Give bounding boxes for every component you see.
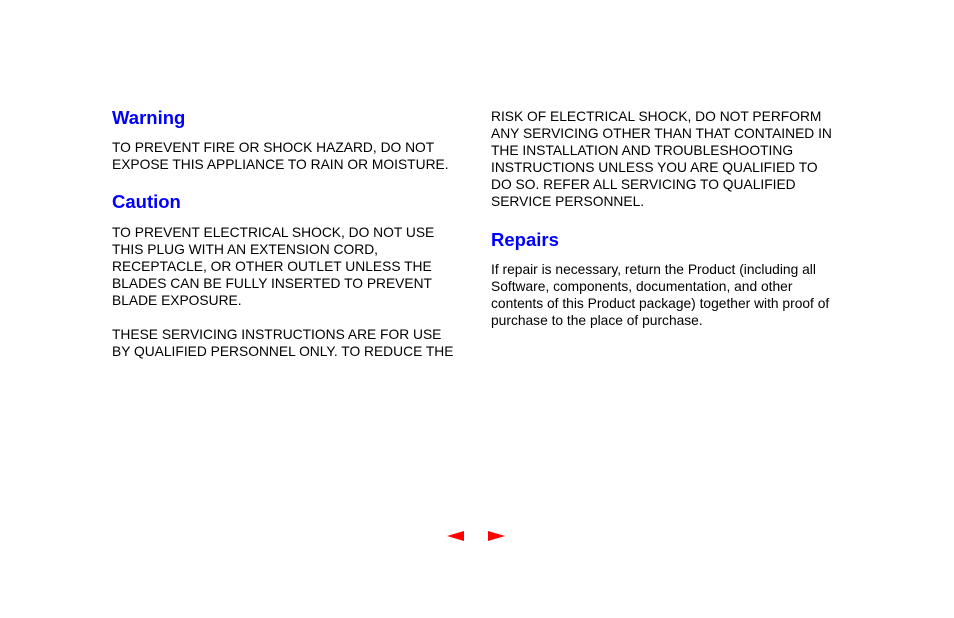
warning-text: TO PREVENT FIRE OR SHOCK HAZARD, DO NOT EXPOSE THIS APPLIANCE TO RAIN OR MOISTURE.: [112, 140, 449, 172]
repairs-text: If repair is necessary, return the Product (including all Software, components, documentation, and other contents of this Product package) together with proof of purchase to the place of purchase.: [491, 262, 830, 328]
servicing-instructions-text-continued: RISK OF ELECTRICAL SHOCK, DO NOT PERFORM ANY SERVICING OTHER THAN THAT CONTAINED IN THE INSTALLATION AND TROUBLESHOOTING INSTRUCTIONS UNLESS YOU ARE QUALIFIED TO DO SO. REFER ALL SERVICING TO QUALIFIED SERVICE PERSONNEL.: [491, 109, 832, 209]
servicing-instructions-text: THESE SERVICING INSTRUCTIONS ARE FOR USE BY QUALIFIED PERSONNEL ONLY. TO REDUCE THE: [112, 327, 454, 359]
caution-text: TO PREVENT ELECTRICAL SHOCK, DO NOT USE THIS PLUG WITH AN EXTENSION CORD, RECEPTACLE, OR OTHER OUTLET UNLESS THE BLADES CAN BE FULLY INSERTED TO PREVENT BLADE EXPOSURE.: [112, 225, 435, 308]
previous-page-icon[interactable]: [447, 531, 464, 541]
warning-heading: Warning: [112, 107, 186, 128]
next-page-icon[interactable]: [488, 531, 505, 541]
repairs-heading: Repairs: [491, 229, 559, 250]
caution-heading: Caution: [112, 191, 181, 212]
